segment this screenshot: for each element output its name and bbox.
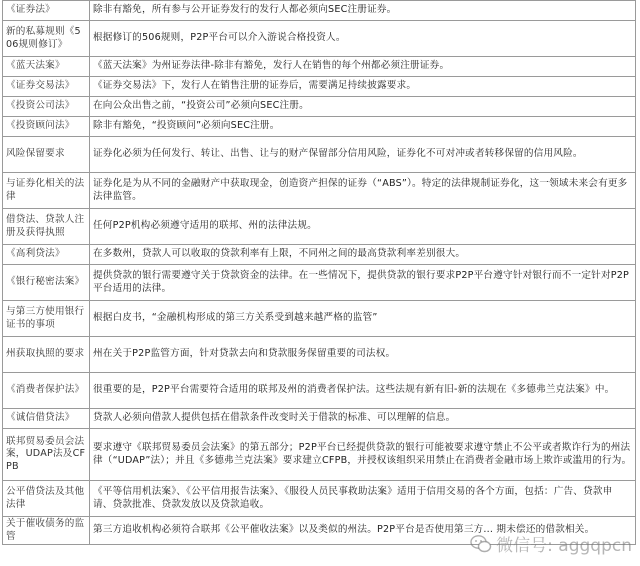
law-name-cell: 《消费者保护法》 [3,373,90,409]
law-description-cell: 证券化必须为任何发行、转让、出售、让与的财产保留部分信用风险，证券化不可对冲或者转移保留的信用风险。 [90,137,636,173]
table-row [3,409,636,429]
table-row [3,301,636,337]
law-name-cell: 《高利贷法》 [3,245,90,265]
regulation-table [2,0,636,545]
law-description-cell: 《蓝天法案》为州证券法律-除非有豁免，发行人在销售的每个州都必须注册证券。 [90,57,636,77]
law-name-cell: 州获取执照的要求 [3,337,90,373]
table-row [3,245,636,265]
law-name-cell: 联邦贸易委员会法案，UDAP法及CFPB [3,429,90,481]
law-description-cell: 很重要的是，P2P平台需要符合适用的联邦及州的消费者保护法。这些法规有新有旧-新的法规在《多德弗兰克法案》中。 [90,373,636,409]
law-description-cell: 在多数州，贷款人可以收取的贷款利率有上限，不同州之间的最高贷款利率差别很大。 [90,245,636,265]
law-name-cell: 《银行秘密法案》 [3,265,90,301]
law-description-cell: 根据白皮书，“金融机构形成的第三方关系受到越来越严格的监管” [90,301,636,337]
law-description-cell: 贷款人必须向借款人提供包括在借款条件改变时关于借款的标准、可以理解的信息。 [90,409,636,429]
law-description-cell: 除非有豁免，所有参与公开证券发行的发行人都必须向SEC注册证券。 [90,1,636,21]
law-name-cell: 借贷法、贷款人注册及获得执照 [3,209,90,245]
table-row [3,137,636,173]
law-name-cell: 与第三方使用银行证书的事项 [3,301,90,337]
law-description-cell: 第三方追收机构必须符合联邦《公平催收法案》以及类似的州法。P2P平台是否使用第三方... 期未偿还的借款相关。 [90,517,636,545]
table-row [3,57,636,77]
table-row [3,21,636,57]
law-name-cell: 《诚信借贷法》 [3,409,90,429]
law-description-cell: 除非有豁免，“投资顾问”必须向SEC注册。 [90,117,636,137]
table-row [3,373,636,409]
table-row [3,173,636,209]
table-row [3,429,636,481]
law-name-cell: 与证券化相关的法律 [3,173,90,209]
law-description-cell: 根据修订的506规则，P2P平台可以介入游说合格投资人。 [90,21,636,57]
law-name-cell: 新的私募规则《506规则修订》 [3,21,90,57]
table-row [3,1,636,21]
law-name-cell: 《投资顾问法》 [3,117,90,137]
law-name-cell: 风险保留要求 [3,137,90,173]
law-name-cell: 关于催收债务的监管 [3,517,90,545]
law-description-cell: 证券化是为从不同的金融财产中获取现金，创造资产担保的证券（“ABS”）。特定的法律规制证券化，这一领域未来会有更多法律监管。 [90,173,636,209]
table-row [3,209,636,245]
table-row [3,337,636,373]
watermark-text: 微信号: aggqpcn [496,536,632,556]
law-description-cell: 州在关于P2P监管方面，针对贷款去向和贷款服务保留重要的司法权。 [90,337,636,373]
table-row [3,77,636,97]
law-name-cell: 《证券交易法》 [3,77,90,97]
law-description-cell: 《证券交易法》下，发行人在销售注册的证券后，需要满足持续披露要求。 [90,77,636,97]
law-description-cell: 《平等信用机法案》、《公平信用报告法案》、《服役人员民事救助法案》适用于信用交易的各个方面，包括：广告、贷款申请、贷款批准、贷款发放以及贷款追收。 [90,481,636,517]
law-description-cell: 要求遵守《联邦贸易委员会法案》的第五部分；P2P平台已经提供贷款的银行可能被要求遵守禁止不公平或者欺诈行为的州法律（“UDAP”法）；并且《多德弗兰克法案》要求建立CFPB，并授权该组织采用禁止在消费者金融市场上欺诈或滥用的行为。 [90,429,636,481]
wechat-watermark [470,531,632,556]
law-description-cell: 任何P2P机构必须遵守适用的联邦、州的法律法规。 [90,209,636,245]
law-name-cell: 公平借贷法及其他法律 [3,481,90,517]
table-row [3,481,636,517]
law-description-cell: 在向公众出售之前，“投资公司”必须向SEC注册。 [90,97,636,117]
table-row [3,97,636,117]
law-name-cell: 《蓝天法案》 [3,57,90,77]
law-description-cell: 提供贷款的银行需要遵守关于贷款资金的法律。在一些情况下，提供贷款的银行要求P2P平台遵守针对银行而不一定针对P2P平台适用的法律。 [90,265,636,301]
table-row [3,265,636,301]
law-name-cell: 《证券法》 [3,1,90,21]
wechat-icon [470,534,492,554]
table-row [3,117,636,137]
law-name-cell: 《投资公司法》 [3,97,90,117]
